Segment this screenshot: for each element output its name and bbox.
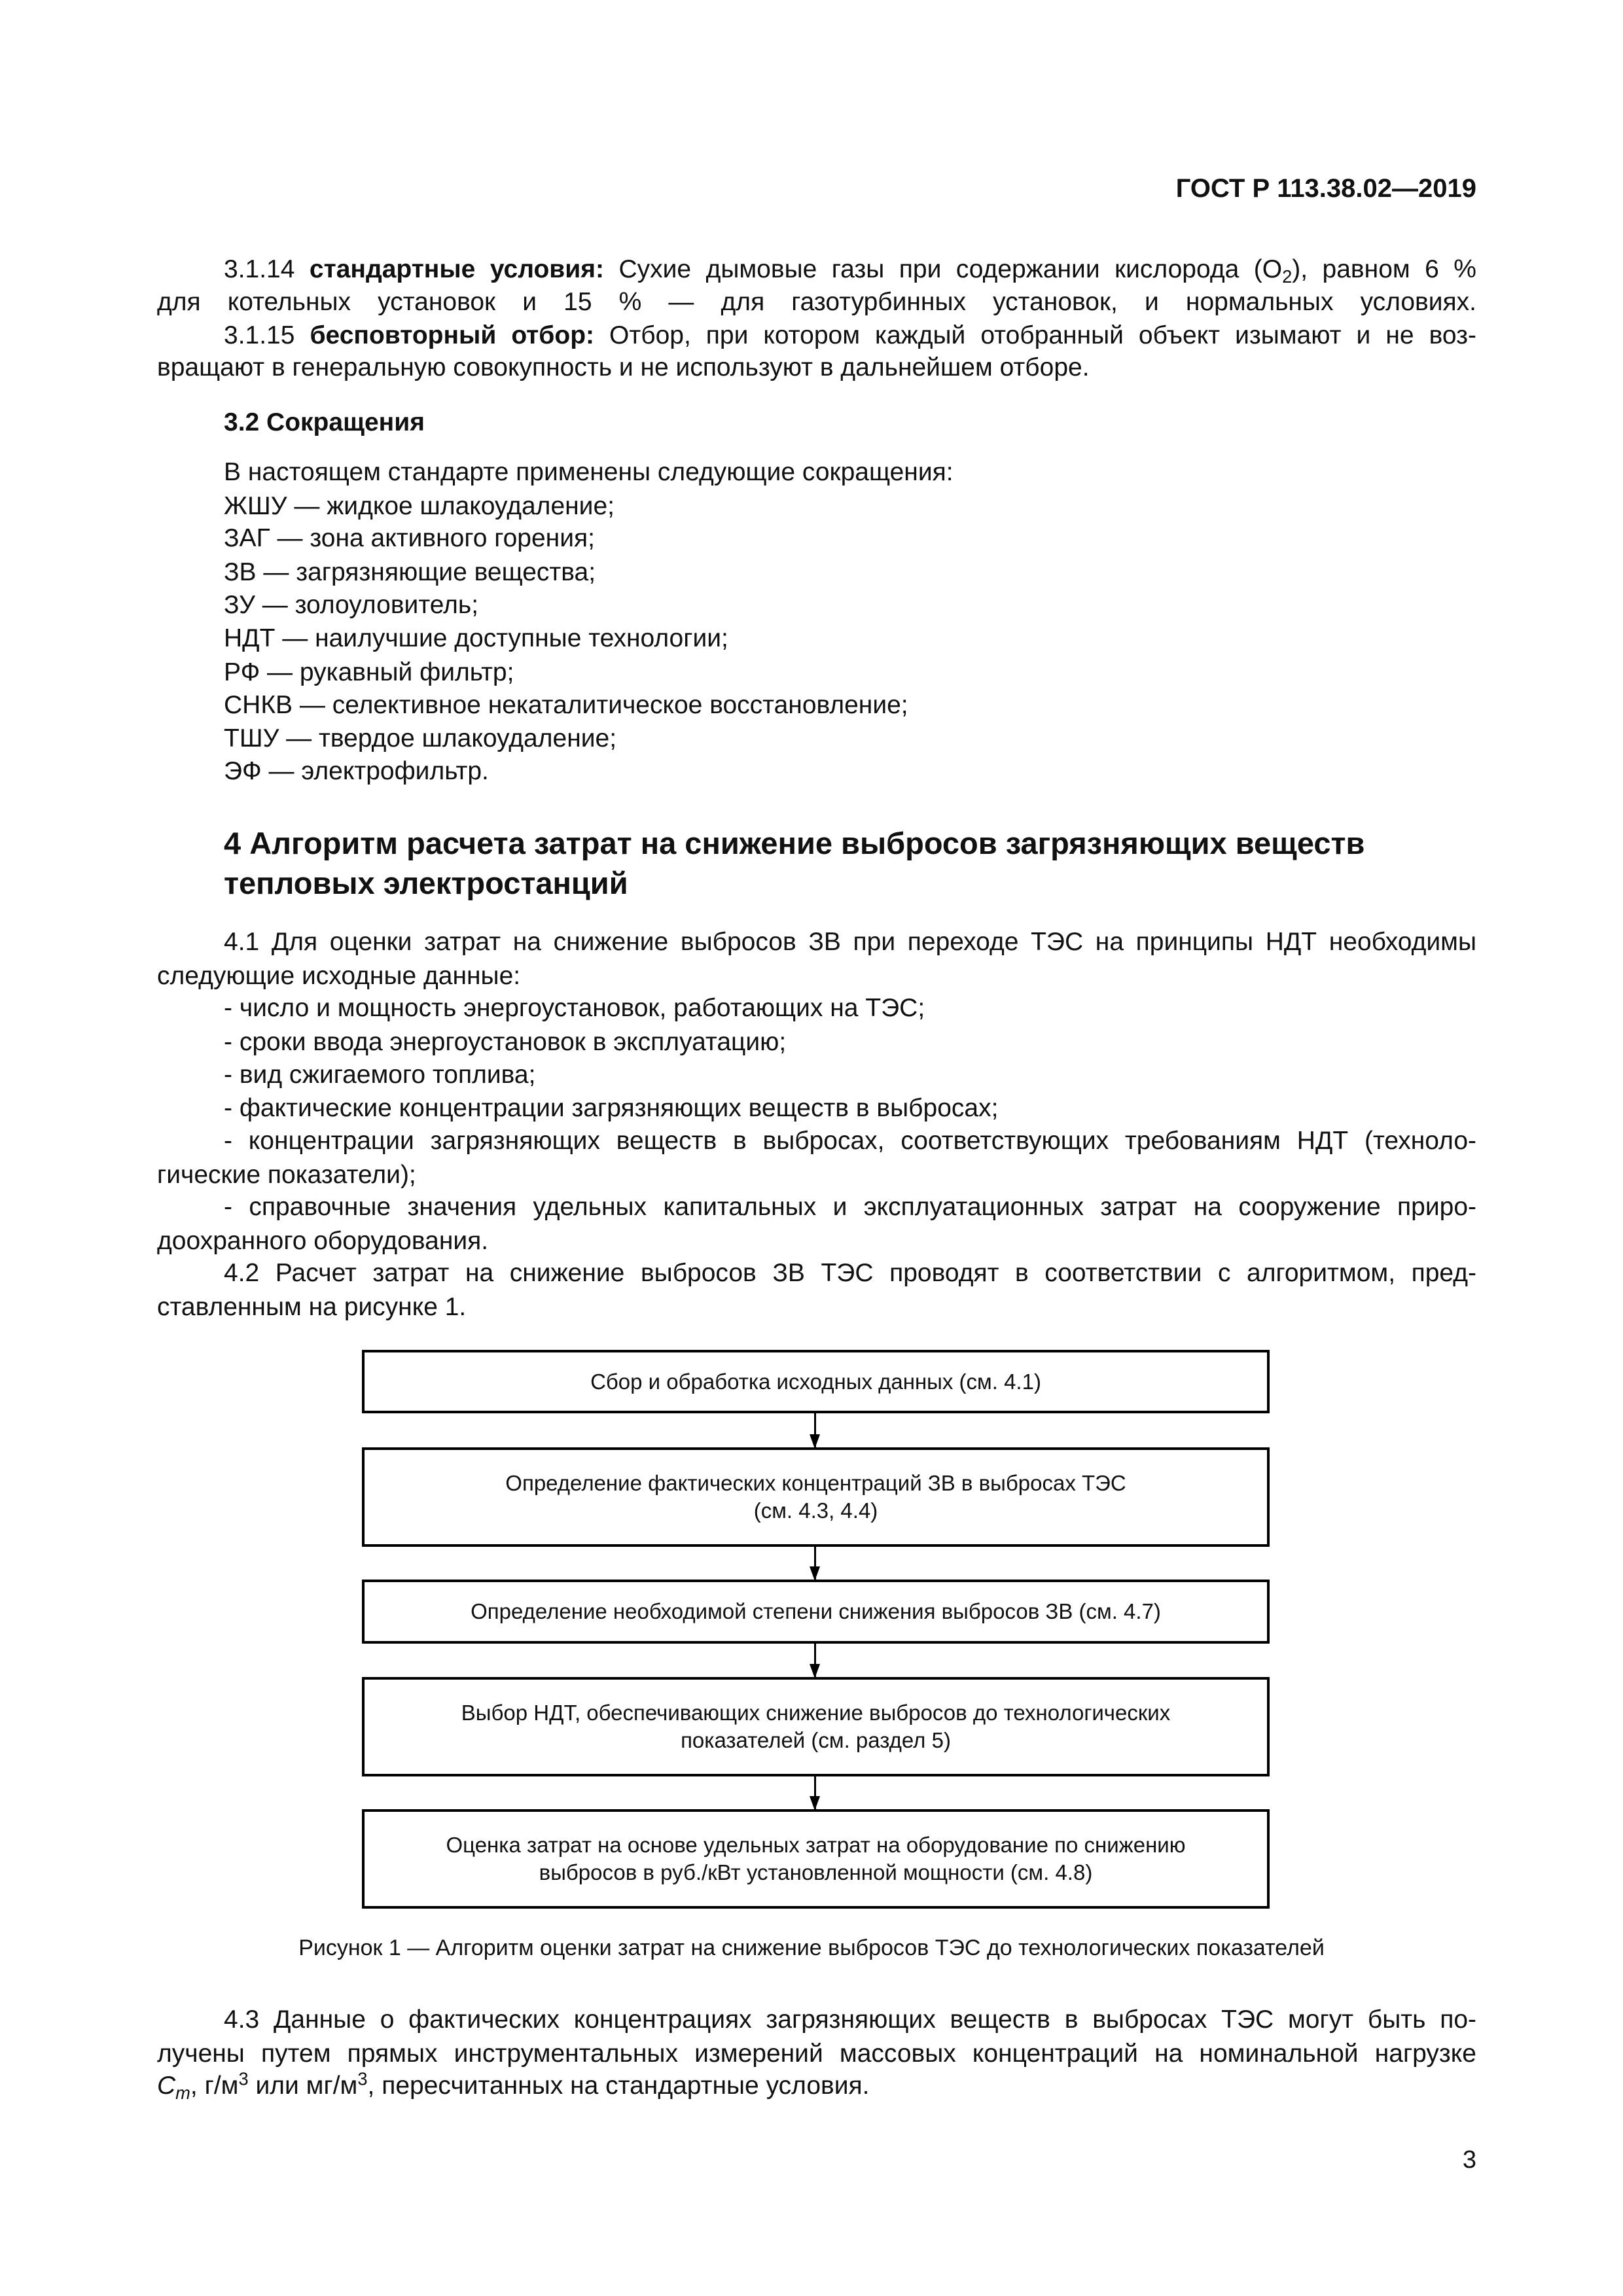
- section-heading-4: 4 Алгоритм расчета затрат на снижение выбросов загрязняющих веществ: [224, 826, 1365, 860]
- step-text: Определение фактических концентраций ЗВ в выбросах ТЭС: [505, 1471, 1126, 1495]
- step-text: Сбор и обработка исходных данных (см. 4.1): [590, 1369, 1041, 1394]
- flowchart-step-4: [362, 1677, 1270, 1776]
- text: , г/м: [190, 2072, 239, 2100]
- abbreviation-item: СНКВ — селективное некаталитическое восстановление;: [224, 691, 908, 719]
- step-text: Определение необходимой степени снижения выбросов ЗВ (см. 4.7): [471, 1599, 1161, 1623]
- list-item: - фактические концентрации загрязняющих веществ в выбросах;: [224, 1094, 999, 1122]
- arrow-down-icon: [814, 1776, 816, 1809]
- symbol-c: C: [157, 2072, 176, 2100]
- definition-3-1-15: [224, 319, 1476, 352]
- list-item: - сроки ввода энергоустановок в эксплуатацию;: [224, 1028, 787, 1056]
- superscript: 3: [238, 2068, 249, 2089]
- term: стандартные условия:: [309, 255, 604, 283]
- text-line: ставленным на рисунке 1.: [157, 1293, 467, 1321]
- text: Сухие дымовые газы при содержании кислорода (O: [604, 255, 1283, 283]
- subscript: 2: [1282, 266, 1293, 287]
- step-text: выбросов в руб./кВт установленной мощности (см. 4.8): [539, 1860, 1093, 1884]
- list-item: - справочные значения удельных капитальных и эксплуатационных затрат на сооружение приро-: [224, 1193, 1476, 1221]
- abbreviation-item: РФ — рукавный фильтр;: [224, 658, 514, 686]
- paragraph-4-2: 4.2 Расчет затрат на снижение выбросов ЗВ ТЭС проводят в соответствии с алгоритмом, пред-: [224, 1259, 1476, 1287]
- section-heading-3-2: 3.2 Сокращения: [224, 408, 425, 436]
- step-text: Выбор НДТ, обеспечивающих снижение выбросов до технологических: [461, 1701, 1171, 1725]
- page-number: 3: [1462, 2146, 1476, 2174]
- abbreviation-item: ЗУ — золоуловитель;: [224, 591, 479, 619]
- paragraph-4-1: 4.1 Для оценки затрат на снижение выбросов ЗВ при переходе ТЭС на принципы НДТ необходимы: [224, 928, 1476, 956]
- abbreviation-item: ЗВ — загрязняющие вещества;: [224, 558, 596, 586]
- flowchart-step-2: [362, 1447, 1270, 1547]
- list-item: - вид сжигаемого топлива;: [224, 1061, 536, 1089]
- list-item: - концентрации загрязняющих веществ в выбросах, соответствующих требованиям НДТ (техноло-: [224, 1127, 1476, 1155]
- text-line: [157, 2070, 1476, 2102]
- step-text: (см. 4.3, 4.4): [753, 1498, 878, 1523]
- section-heading-4-line2: тепловых электростанций: [224, 866, 628, 900]
- step-text: Оценка затрат на основе удельных затрат на оборудование по снижению: [446, 1833, 1186, 1857]
- abbreviation-item: ЭФ — электрофильтр.: [224, 757, 489, 785]
- clause-number: 3.1.14: [224, 255, 310, 283]
- paragraph-4-3: 4.3 Данные о фактических концентрациях загрязняющих веществ в выбросах ТЭС могут быть по-: [224, 2005, 1476, 2034]
- text: ), равном 6 %: [1292, 255, 1476, 283]
- subscript-m: m: [175, 2083, 190, 2104]
- abbreviation-item: НДТ — наилучшие доступные технологии;: [224, 624, 728, 652]
- term: бесповторный отбор:: [310, 321, 595, 349]
- text: или мг/м: [248, 2072, 358, 2100]
- superscript: 3: [357, 2068, 368, 2089]
- text-line: доохранного оборудования.: [157, 1227, 489, 1255]
- clause-number: 3.1.15: [224, 321, 310, 349]
- arrow-down-icon: [814, 1413, 816, 1447]
- abbreviation-item: ЗАГ — зона активного горения;: [224, 524, 595, 552]
- flowchart-step-3: [362, 1580, 1270, 1644]
- figure-caption: Рисунок 1 — Алгоритм оценки затрат на снижение выбросов ТЭС до технологических показателей: [298, 1935, 1325, 1960]
- text-line: вращают в генеральную совокупность и не используют в дальнейшем отборе.: [157, 353, 1090, 381]
- arrow-down-icon: [814, 1547, 816, 1580]
- abbreviation-item: ТШУ — твердое шлакоудаление;: [224, 724, 617, 752]
- document-number: ГОСТ Р 113.38.02—2019: [1175, 174, 1476, 203]
- text: , пересчитанных на стандартные условия.: [367, 2072, 870, 2100]
- text-line: следующие исходные данные:: [157, 962, 521, 990]
- text-line: лучены путем прямых инструментальных измерений массовых концентраций на номинальной нагрузке: [157, 2040, 1476, 2068]
- text-line: гические показатели);: [157, 1161, 416, 1189]
- list-item: - число и мощность энергоустановок, работающих на ТЭС;: [224, 994, 925, 1022]
- flowchart-step-1: [362, 1350, 1270, 1413]
- definition-3-1-14: [224, 253, 1476, 286]
- abbreviations-intro: В настоящем стандарте применены следующие сокращения:: [224, 458, 954, 486]
- abbreviation-item: ЖШУ — жидкое шлакоудаление;: [224, 492, 615, 520]
- text-line: для котельных установок и 15 % — для газотурбинных установок, и нормальных условиях.: [157, 288, 1476, 316]
- step-text: показателей (см. раздел 5): [681, 1728, 951, 1752]
- flowchart-step-5: [362, 1809, 1270, 1909]
- arrow-down-icon: [814, 1644, 816, 1677]
- text: Отбор, при котором каждый отобранный объект изымают и не воз-: [594, 321, 1476, 349]
